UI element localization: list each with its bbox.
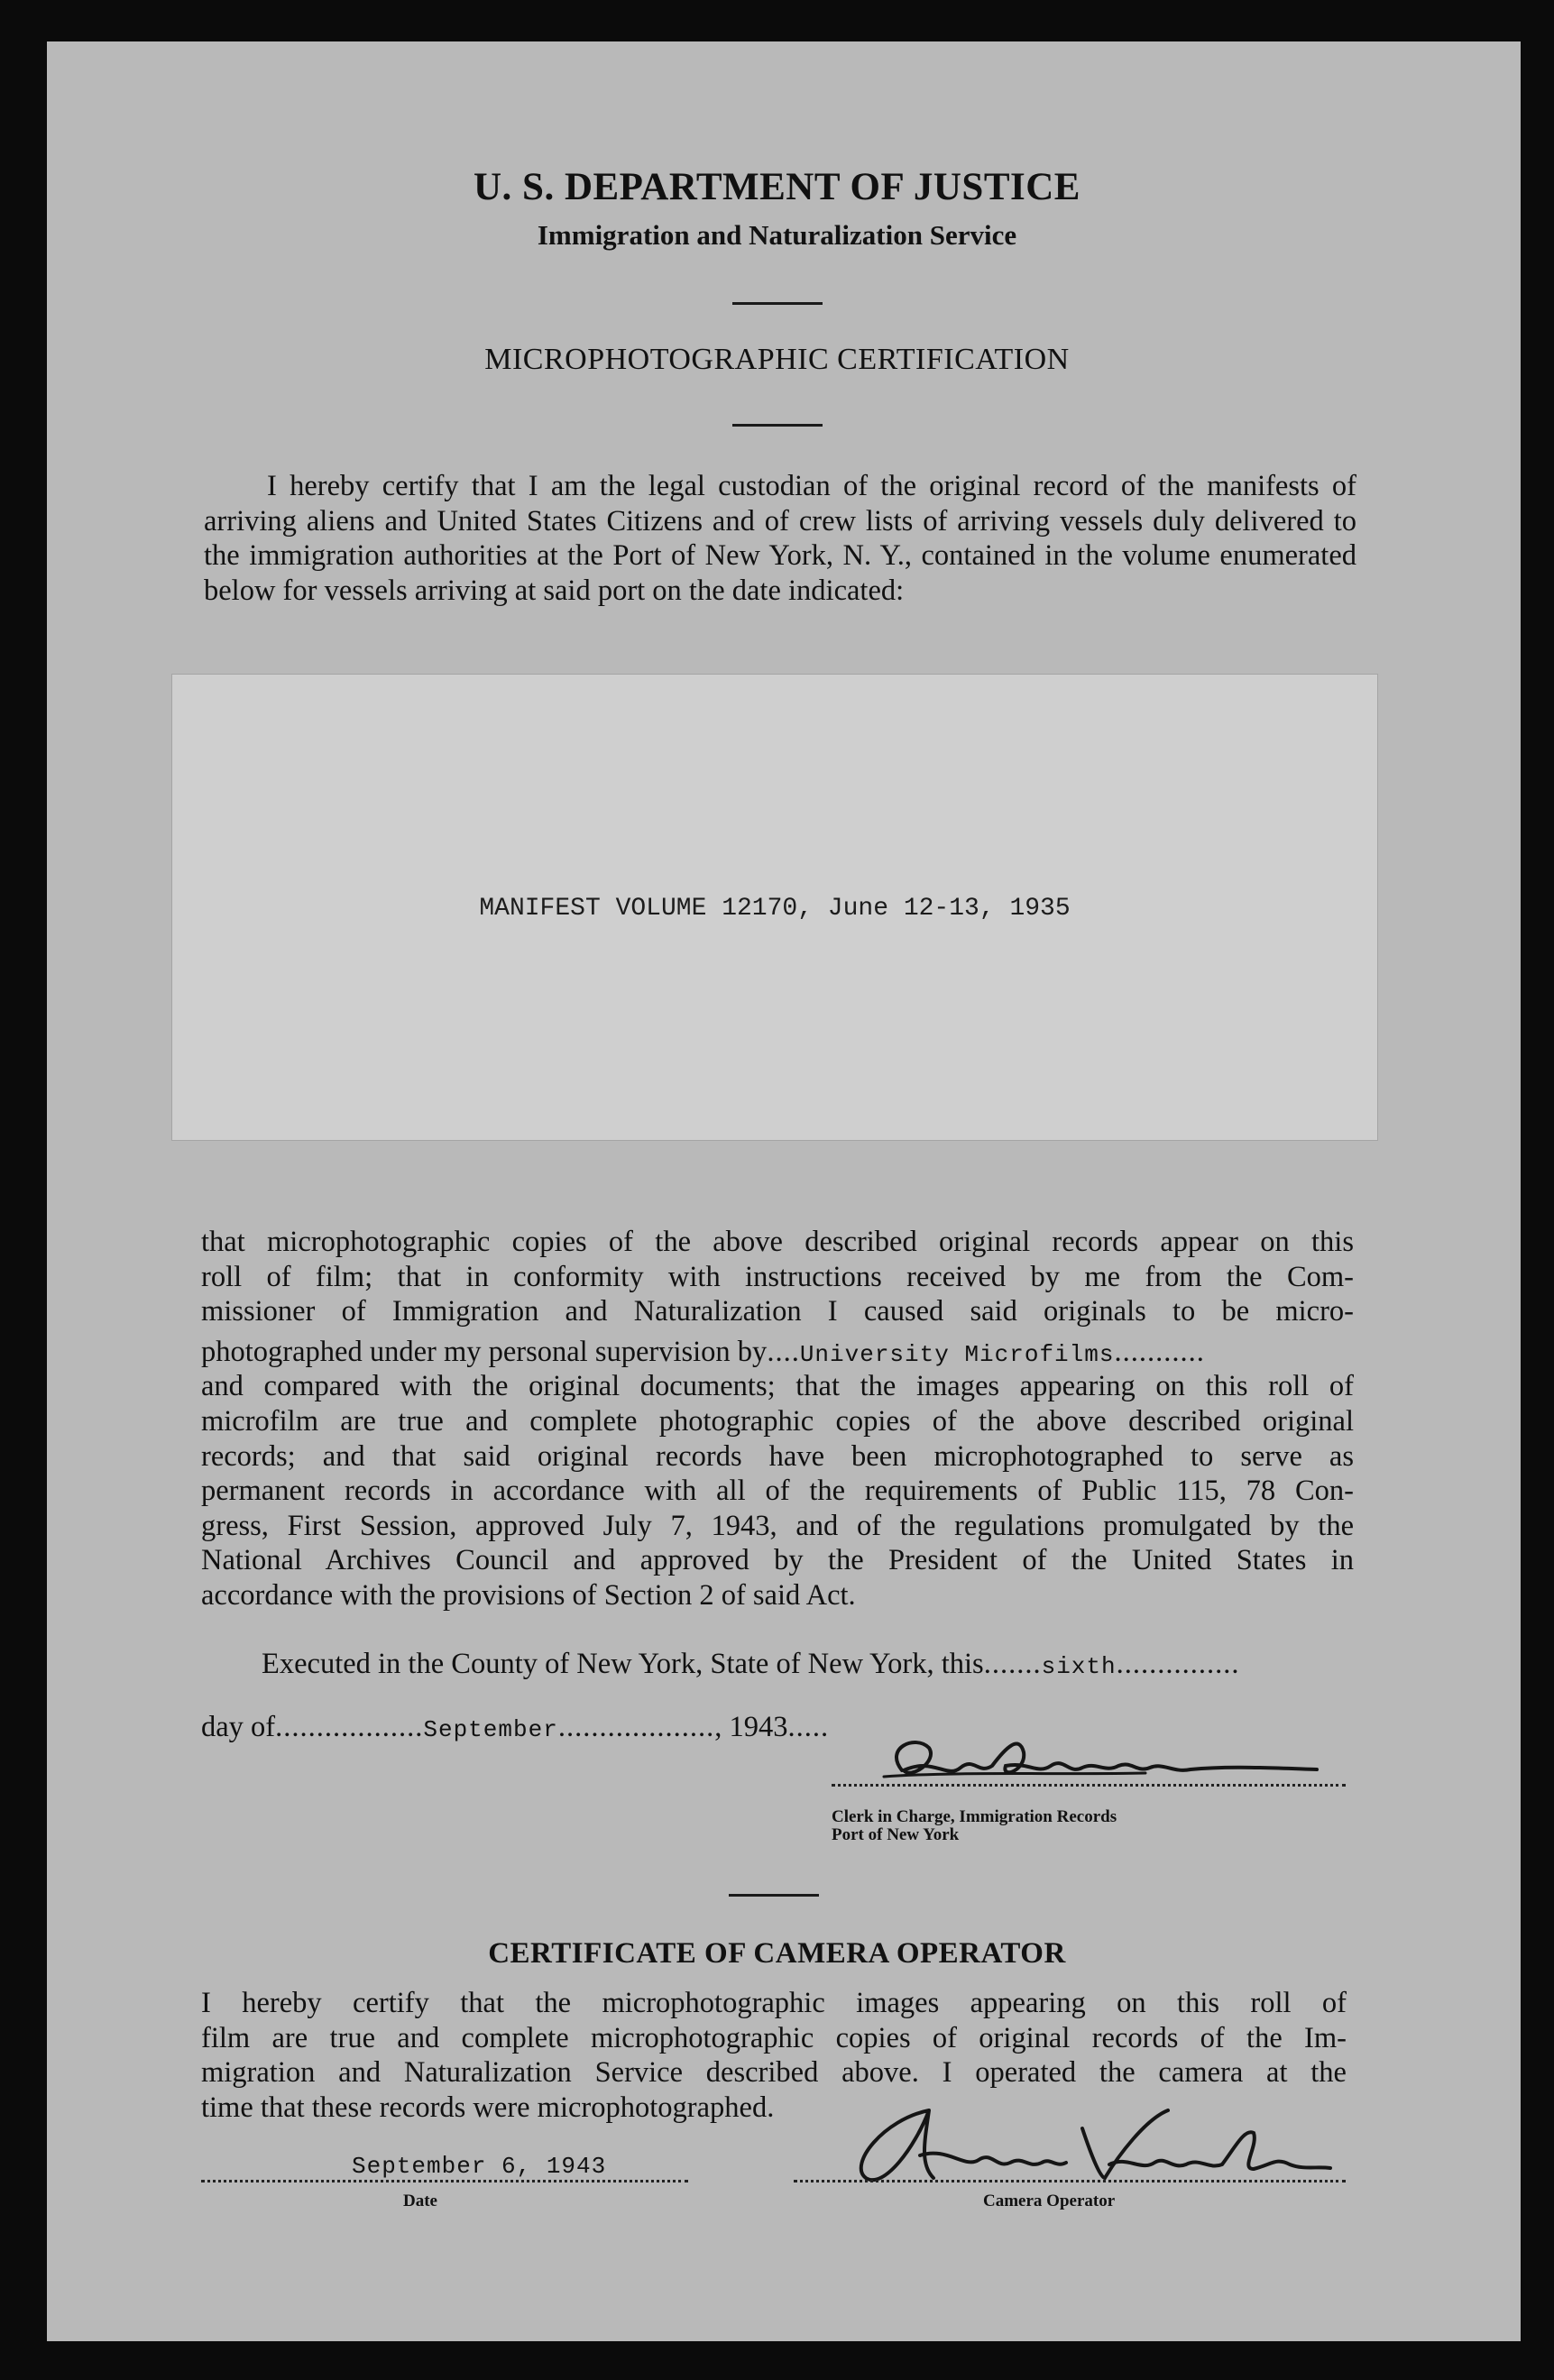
copies-paragraph — [201, 1225, 1354, 1613]
date-label: Date — [403, 2192, 437, 2210]
year-value: 1943 — [729, 1711, 788, 1743]
operator-label: Camera Operator — [983, 2192, 1116, 2210]
operator-signature-line — [794, 2180, 1346, 2182]
executed-day: sixth — [1041, 1653, 1117, 1680]
date-value-wrap — [352, 2146, 606, 2184]
clerk-title-line: Clerk in Charge, Immigration Records — [832, 1807, 1117, 1826]
paragraph-line: film are true and complete microphotographic copies of original records of the Im- — [201, 2021, 1347, 2054]
date-line — [201, 2180, 688, 2182]
camera-operator-heading: CERTIFICATE OF CAMERA OPERATOR — [488, 1937, 1066, 1970]
paragraph-line: and compared with the original documents; that the images appearing on this roll of — [201, 1370, 1354, 1403]
paragraph-line: National Archives Council and approved by the President of the United States in — [201, 1544, 1354, 1577]
clerk-signature-line — [832, 1784, 1346, 1787]
certification-title: MICROPHOTOGRAPHIC CERTIFICATION — [484, 343, 1070, 376]
paragraph-line: records; and that said original records have been microphotographed to serve as — [201, 1439, 1354, 1473]
clerk-port-line: Port of New York — [832, 1825, 960, 1844]
paragraph-line: permanent records in accordance with all of the requirements of Public 115, 78 Con- — [201, 1475, 1354, 1508]
executed-line: Executed in the County of New York, State of New York, this.......sixth............... — [262, 1648, 1240, 1680]
clerk-title — [832, 1808, 1117, 1844]
paragraph-line: migration and Naturalization Service described above. I operated the camera at the — [201, 2056, 1347, 2090]
day-of-line: day of..................September..................., 1943..... — [201, 1711, 830, 1743]
date-value: September 6, 1943 — [352, 2153, 607, 2180]
paragraph-line: roll of film; that in conformity with instructions received by me from the Com- — [201, 1260, 1354, 1293]
operator-signature — [830, 2092, 1335, 2192]
paragraph-line: gress, First Session, approved July 7, 1943, and of the regulations promulgated by the — [201, 1509, 1354, 1542]
paragraph-line: I hereby certify that the microphotographic images appearing on this roll of — [201, 1987, 1347, 2019]
paragraph-line: accordance with the provisions of Section 2 of said Act. — [201, 1578, 856, 1612]
day-prefix: day of — [201, 1711, 276, 1743]
paragraph-line: that microphotographic copies of the above described original records appear on this — [201, 1226, 1354, 1258]
service-subtitle: Immigration and Naturalization Service — [537, 219, 1017, 251]
divider — [732, 424, 823, 427]
month-value: September — [423, 1716, 558, 1743]
manifest-volume: MANIFEST VOLUME 12170, June 12-13, 1935 — [479, 895, 1071, 923]
supervision-line: photographed under my personal supervision by....University Microfilms........... — [201, 1335, 1205, 1368]
certification-paragraph: I hereby certify that I am the legal custodian of the original record of the manifests of arriving aliens and United States Citizens and of crew lists of arriving vessels duly delivered to the immigration authorities at the Port of New York, N. Y., contained in the volume enumerated below for vessels arriving at said port on the date indicated: — [204, 470, 1356, 607]
paragraph-line: missioner of Immigration and Naturalization I caused said originals to be micro- — [201, 1295, 1354, 1328]
divider — [729, 1894, 819, 1897]
supervision-prefix: photographed under my personal supervision by — [201, 1335, 768, 1368]
supervisor-name: University Microfilms — [799, 1340, 1115, 1368]
paragraph-line: microfilm are true and complete photographic copies of the above described original — [201, 1404, 1354, 1438]
divider — [732, 302, 823, 305]
manifest-card — [171, 674, 1378, 1141]
department-title: U. S. DEPARTMENT OF JUSTICE — [473, 166, 1080, 208]
executed-prefix: Executed in the County of New York, State of New York, this — [262, 1648, 984, 1680]
paragraph-line: time that these records were microphotographed. — [201, 2091, 775, 2124]
